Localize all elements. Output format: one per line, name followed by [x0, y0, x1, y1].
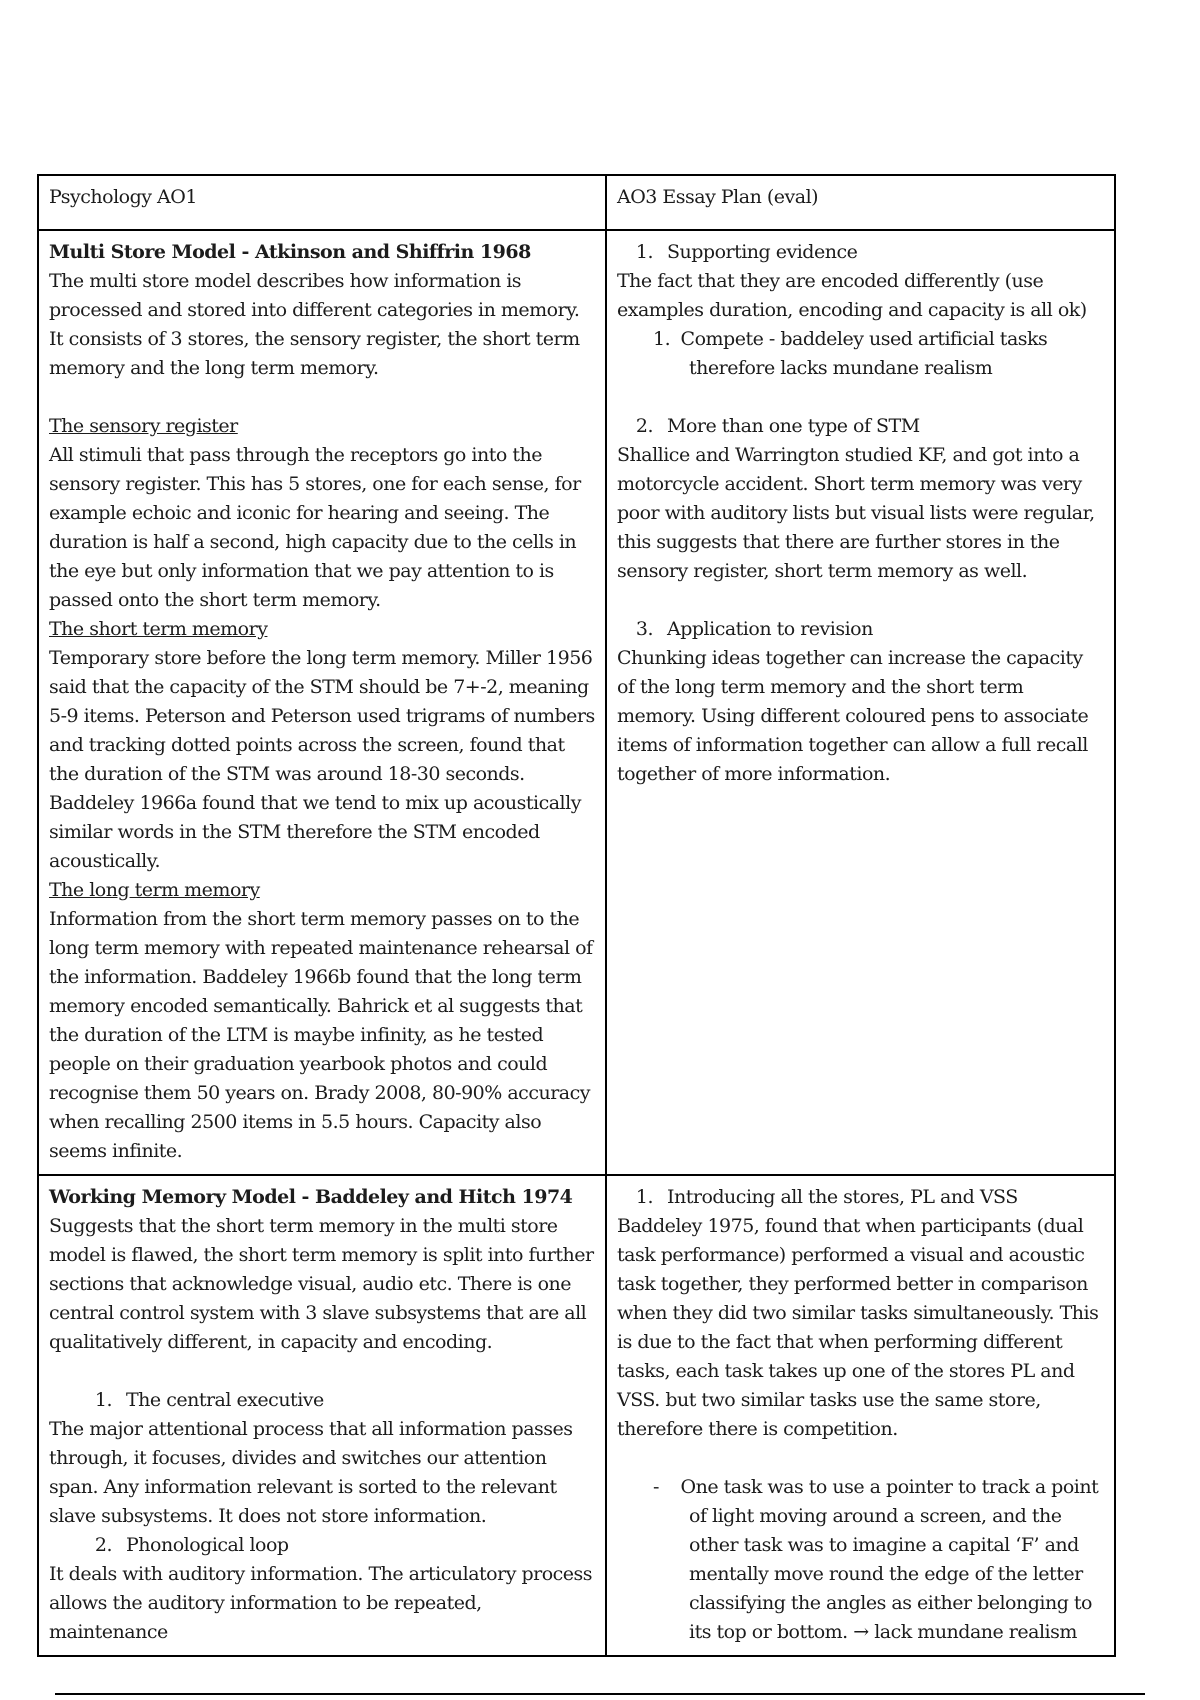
wmm-item-phonological-loop-text: It deals with auditory information. The articulatory process allows the auditory information to be repeated, maintenance: [49, 1563, 593, 1643]
msm-cell: [38, 230, 606, 1175]
eval-item-supporting: 1. Supporting evidence: [635, 241, 858, 263]
eval-item-revision: 3. Application to revision: [635, 618, 873, 640]
stm-text: Temporary store before the long term memory. Miller 1956 said that the capacity of the STM should be 7+-2, meaning 5-9 items. Peterson and Peterson used trigrams of numbers and tracking dotted points across the screen, found that the duration of the STM was around 18-30 seconds. Baddeley 1966a found that we tend to mix up acoustically similar words in the STM therefore the STM encoded acoustically.: [49, 647, 595, 872]
wmm-title: Working Memory Model - Baddeley and Hitch 1974: [49, 1186, 573, 1208]
header-left: Psychology AO1: [38, 175, 606, 230]
header-row: [38, 175, 1115, 230]
eval-item-supporting-text: The fact that they are encoded differently (use examples duration, encoding and capacity is all ok): [617, 270, 1087, 321]
wmm-item-central-executive-text: The major attentional process that all information passes through, it focuses, divides and switches our attention span. Any information relevant is sorted to the relevant slave subsystems. It does not store information.: [49, 1418, 573, 1527]
wmm-eval-item-stores-text: Baddeley 1975, found that when participants (dual task performance) performed a visual and acoustic task together, they performed better in comparison when they did two similar tasks simultaneously. This is due to the fact that when performing different tasks, each task takes up one of the stores PL and VSS. but two similar tasks use the same store, therefore there is competition.: [617, 1215, 1099, 1440]
eval-item-revision-text: Chunking ideas together can increase the capacity of the long term memory and the short term memory. Using different coloured pens to associate items of information together can allow a full recall together of more information.: [617, 647, 1089, 785]
ltm-heading: The long term memory: [49, 879, 260, 901]
msm-title: Multi Store Model - Atkinson and Shiffrin 1968: [49, 241, 531, 263]
wmm-eval-item-stores: 1. Introducing all the stores, PL and VSS: [635, 1186, 1018, 1208]
wmm-intro: Suggests that the short term memory in the multi store model is flawed, the short term memory is split into further sections that acknowledge visual, audio etc. There is one central control system with 3 slave subsystems that are all qualitatively different, in capacity and encoding.: [49, 1215, 594, 1353]
eval-item-stm-types-text: Shallice and Warrington studied KF, and got into a motorcycle accident. Short term memory was very poor with auditory lists but visual lists were regular, this suggests that there are further stores in the sensory register, short term memory as well.: [617, 444, 1095, 582]
wmm-cell: [38, 1175, 606, 1656]
wmm-item-central-executive: 1. The central executive: [94, 1389, 324, 1411]
header-right: AO3 Essay Plan (eval): [606, 175, 1115, 230]
eval-item-compete: 1. Compete - baddeley used artificial tasks therefore lacks mundane realism: [653, 328, 1048, 379]
stm-heading: The short term memory: [49, 618, 268, 640]
msm-intro: The multi store model describes how information is processed and stored into different categories in memory. It consists of 3 stores, the sensory register, the short term memory and the long term memory.: [49, 270, 580, 379]
msm-eval-cell: [606, 230, 1115, 1175]
footer-rule: [55, 1693, 1145, 1695]
notes-table: [37, 174, 1116, 1657]
msm-row: [38, 230, 1115, 1175]
sensory-heading: The sensory register: [49, 415, 238, 437]
ltm-text: Information from the short term memory passes on to the long term memory with repeated maintenance rehearsal of the information. Baddeley 1966b found that the long term memory encoded semantically. Bahrick et al suggests that the duration of the LTM is maybe infinity, as he tested people on their graduation yearbook photos and could recognise them 50 years on. Brady 2008, 80-90% accuracy when recalling 2500 items in 5.5 hours. Capacity also seems infinite.: [49, 908, 593, 1162]
wmm-row: [38, 1175, 1115, 1656]
wmm-eval-bullet: - One task was to use a pointer to track a point of light moving around a screen, and the other task was to imagine a capital ‘F’ and mentally move round the edge of the letter classifying the angles as either belonging to its top or bottom. → lack mundane realism: [653, 1476, 1099, 1643]
wmm-item-phonological-loop: 2. Phonological loop: [94, 1534, 289, 1556]
eval-item-stm-types: 2. More than one type of STM: [635, 415, 920, 437]
wmm-eval-cell: [606, 1175, 1115, 1656]
sensory-text: All stimuli that pass through the receptors go into the sensory register. This has 5 stores, one for each sense, for example echoic and iconic for hearing and seeing. The duration is half a second, high capacity due to the cells in the eye but only information that we pay attention to is passed onto the short term memory.: [49, 444, 581, 611]
